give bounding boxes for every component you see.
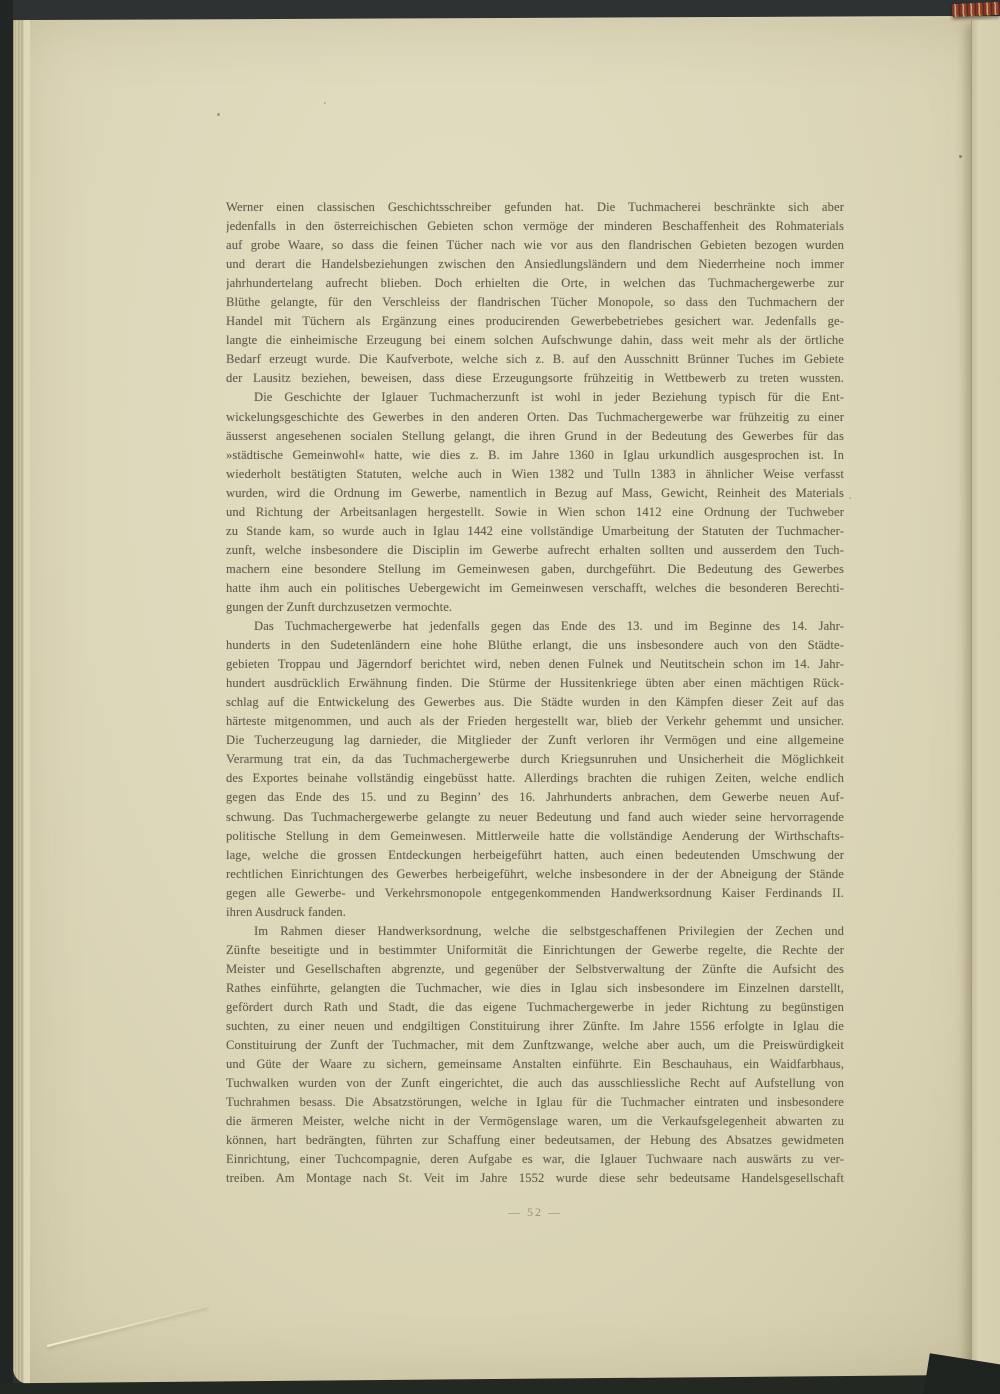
text-line: Werner einen classischen Geschichtsschreiber gefunden hat. Die Tuchmacherei beschränkte sich aber: [226, 200, 844, 214]
backdrop-left: [0, 0, 13, 1394]
text-line: Die Tucherzeugung lag darnieder, die Mitglieder der Zunft verloren ihr Vermögen und eine allgemeine: [226, 733, 844, 748]
text-line: Im Rahmen dieser Handwerksordnung, welche die selbstgeschaffenen Privilegien der Zechen und: [254, 923, 844, 938]
text-line: hatte ihm auch ein politisches Uebergewicht im Gemeinwesen verschafft, welches die besonderen Berechti-: [226, 580, 844, 595]
text-line: zu Stande kam, so wurde auch in Iglau 1442 eine vollständige Umarbeitung der Statuten der Tuchmacher-: [226, 523, 844, 538]
text-line: der Lausitz beziehen, beweisen, dass diese Erzeugungsorte frühzeitig in Wettbewerb zu treten wussten.: [226, 371, 844, 386]
ink-speck: [324, 102, 326, 104]
text-line: treiben. Am Montage nach St. Veit im Jahre 1552 wurde diese sehr bedeutsame Handelsgesellschaft: [226, 1171, 844, 1186]
book-headband-edge: [952, 2, 1000, 17]
text-line: jedenfalls in den österreichischen Gebieten schon vermöge der minderen Beschaffenheit des Rohmaterials: [226, 219, 844, 234]
text-line: und Richtung der Arbeitsanlagen hergestellt. Sowie in Wien schon 1412 eine Ordnung der Tuchweber: [226, 504, 844, 519]
text-line: gefördert durch Rath und Stadt, die das eigene Tuchmachergewerbe in jeder Richtung zu begünstigen: [226, 999, 844, 1014]
text-line: und Güte der Waare zu sichern, gemeinsame Anstalten einführte. Ein Beschauhaus, ein Waidfarbhaus,: [226, 1057, 844, 1072]
text-line: die ärmeren Meister, welche nicht in der Vermögenslage waren, um die Verkaufsgelegenheit abwarten zu: [226, 1114, 844, 1129]
gutter-crease: [971, 20, 1000, 1380]
text-line: Constituirung der Zunft der Tuchmacher, mit dem Zunftzwange, welche aber auch, um die Preiswürdigkeit: [226, 1038, 844, 1053]
ink-speck: [217, 113, 220, 116]
text-line: des Exportes beinahe vollständig eingebüsst hatte. Allerdings brachten die ruhigen Zeiten, welche endlich: [226, 771, 844, 786]
text-line: Tuchrahmen besass. Die Absatzstörungen, welche in Iglau für die Tuchmacher eintraten und insbesondere: [226, 1095, 844, 1110]
text-line: wurden, wird die Ordnung im Gewerbe, namentlich in Bezug auf Mass, Gewicht, Reinheit des Materials: [226, 485, 844, 500]
ink-speck: [849, 497, 851, 499]
text-line: Verarmung trat ein, da das Tuchmachergewerbe durch Kriegsunruhen und Unsicherheit die Möglichkeit: [226, 752, 844, 767]
text-line: schwung. Das Tuchmachergewerbe gelangte zu neuer Bedeutung und fand auch wieder seine hervorragende: [226, 809, 844, 824]
text-line: Meister und Gesellschaften abgrenzte, und gegenüber der Selbstverwaltung der Zünfte die Aufsicht des: [226, 961, 844, 976]
paragraph: [226, 922, 844, 1189]
text-line: können, hart bedrängten, führten zur Schaffung einer bedeutsamen, der Hebung des Absatzes gewidmeten: [226, 1133, 844, 1148]
text-line: gegen das Ende des 15. und zu Beginn’ des 16. Jahrhunderts anbrachen, dem Gewerbe neuen Auf-: [226, 790, 844, 805]
text-line: Einrichtung, einer Tuchcompagnie, deren Aufgabe es war, die Iglauer Tuchwaare nach auswärts zu ver-: [226, 1152, 844, 1167]
text-line: rechtlichen Einrichtungen des Gewerbes herbeigeführt, welche insbesondere in der der Abneigung der Stände: [226, 866, 844, 881]
text-line: äusserst angesehenen socialen Stellung gelangt, die ihren Grund in der Bedeutung des Gewerbes für das: [226, 428, 844, 443]
paragraph: [226, 198, 844, 388]
text-line: gungen der Zunft durchzusetzen vermochte.: [226, 599, 453, 614]
text-line: Blüthe gelangte, für den Verschleiss der flandrischen Tücher Monopole, so dass den Tuchmachern der: [226, 295, 844, 310]
text-line: Zünfte beseitigte und in bestimmter Uniformität die Einrichtungen der Gewerbe regelte, die Rechte der: [226, 942, 844, 957]
text-line: Bedarf erzeugt wurde. Die Kaufverbote, welche sich z. B. auf den Ausschnitt Brünner Tuches im Gebiete: [226, 352, 844, 367]
text-line: Das Tuchmachergewerbe hat jedenfalls gegen das Ende des 13. und im Beginne des 14. Jahr-: [254, 619, 844, 634]
text-line: härteste mitgenommen, und auch als der Frieden hergestellt war, blieb der Verkehr gehemmt und unsicher.: [226, 714, 844, 729]
text-line: zunft, welche insbesondere die Disciplin im Gewerbe aufrecht erhalten sollten und ausserdem den Tuch-: [226, 542, 844, 557]
text-line: ihren Ausdruck fanden.: [226, 904, 347, 919]
text-line: machern eine besondere Stellung im Gemeinwesen gaben, durchgeführt. Die Bedeutung des Gewerbes: [226, 561, 844, 576]
text-line: lage, welche die grossen Entdeckungen herbeigeführt hatten, auch einen bedeutenden Umschwung der: [226, 847, 844, 862]
text-line: hundert ausdrücklich Erwähnung finden. Die Stürme der Hussitenkriege übten aber einen mächtigen Rück-: [226, 676, 844, 691]
text-line: langte die einheimische Erzeugung bei einem solchen Aufschwunge dahin, dass weit mehr als der örtliche: [226, 333, 844, 348]
text-line: Die Geschichte der Iglauer Tuchmacherzunft ist wohl in jeder Beziehung typisch für die Ent-: [254, 390, 844, 405]
text-line: hunderts in den Sudetenländern eine hohe Blüthe erlangt, die uns insbesondere auch von den Städte-: [226, 638, 844, 653]
ink-speck: [959, 155, 962, 158]
text-line: wiederholt bestätigten Statuten, welche auch in Wien 1382 und Tulln 1383 in ähnlicher Weise verfasst: [226, 466, 844, 481]
book-page: [13, 14, 1000, 1384]
text-line: Handel mit Tüchern als Ergänzung eines producirenden Gewerbebetriebes gesichert war. Jedenfalls ge-: [226, 314, 844, 329]
page-text: [226, 198, 844, 1188]
text-line: politische Stellung in dem Gemeinwesen. Mittlerweile hatte die vollständige Aenderung der Wirthschafts-: [226, 828, 844, 843]
text-line: schlag auf die Entwickelung des Gewerbes aus. Die Städte wurden in den Kämpfen dieser Zeit auf das: [226, 695, 844, 710]
corner-fold-crease: [47, 1305, 208, 1347]
text-line: und derart die Handelsbeziehungen zwischen den Ansiedlungsländern und dem Niederrheine noch immer: [226, 257, 844, 272]
text-line: wickelungsgeschichte des Gewerbes in den anderen Orten. Das Tuchmachergewerbe war frühzeitig zu einer: [226, 409, 844, 424]
text-line: suchten, zu einer neuen und endgiltigen Constituirung ihrer Zünfte. Im Jahre 1556 erfolgte in Iglau die: [226, 1019, 844, 1034]
text-line: jahrhundertelang aufrecht blieben. Doch erhielten die Orte, in welchen das Tuchmachergewerbe zur: [226, 276, 844, 291]
text-line: Tuchwalken wurden von der Zunft eingerichtet, die auch das ausschliessliche Recht auf Aufstellung von: [226, 1076, 844, 1091]
paragraph: [226, 388, 844, 617]
text-line: »städtische Gemeinwohl« hatte, wie dies z. B. im Jahre 1360 in Iglau urkundlich ausgesprochen ist. In: [226, 447, 844, 462]
text-line: auf grobe Waare, so dass die feinen Tücher nach wie vor aus den flandrischen Gebieten bezogen wurden: [226, 238, 844, 253]
text-line: Rathes einführte, gelangten die Tuchmacher, wie dies in Iglau sich insbesondere im Einzelnen darstellt,: [226, 980, 844, 995]
paragraph: [226, 617, 844, 922]
text-line: gebieten Troppau und Jägerndorf berichtet wird, neben denen Fulnek und Neutitschein schon im 14. Jahr-: [226, 657, 844, 672]
page-number: — 52 —: [508, 1205, 562, 1219]
text-line: gegen alle Gewerbe- und Verkehrsmonopole entgegenkommenden Handwerksordnung Kaiser Ferdinands II.: [226, 885, 844, 900]
